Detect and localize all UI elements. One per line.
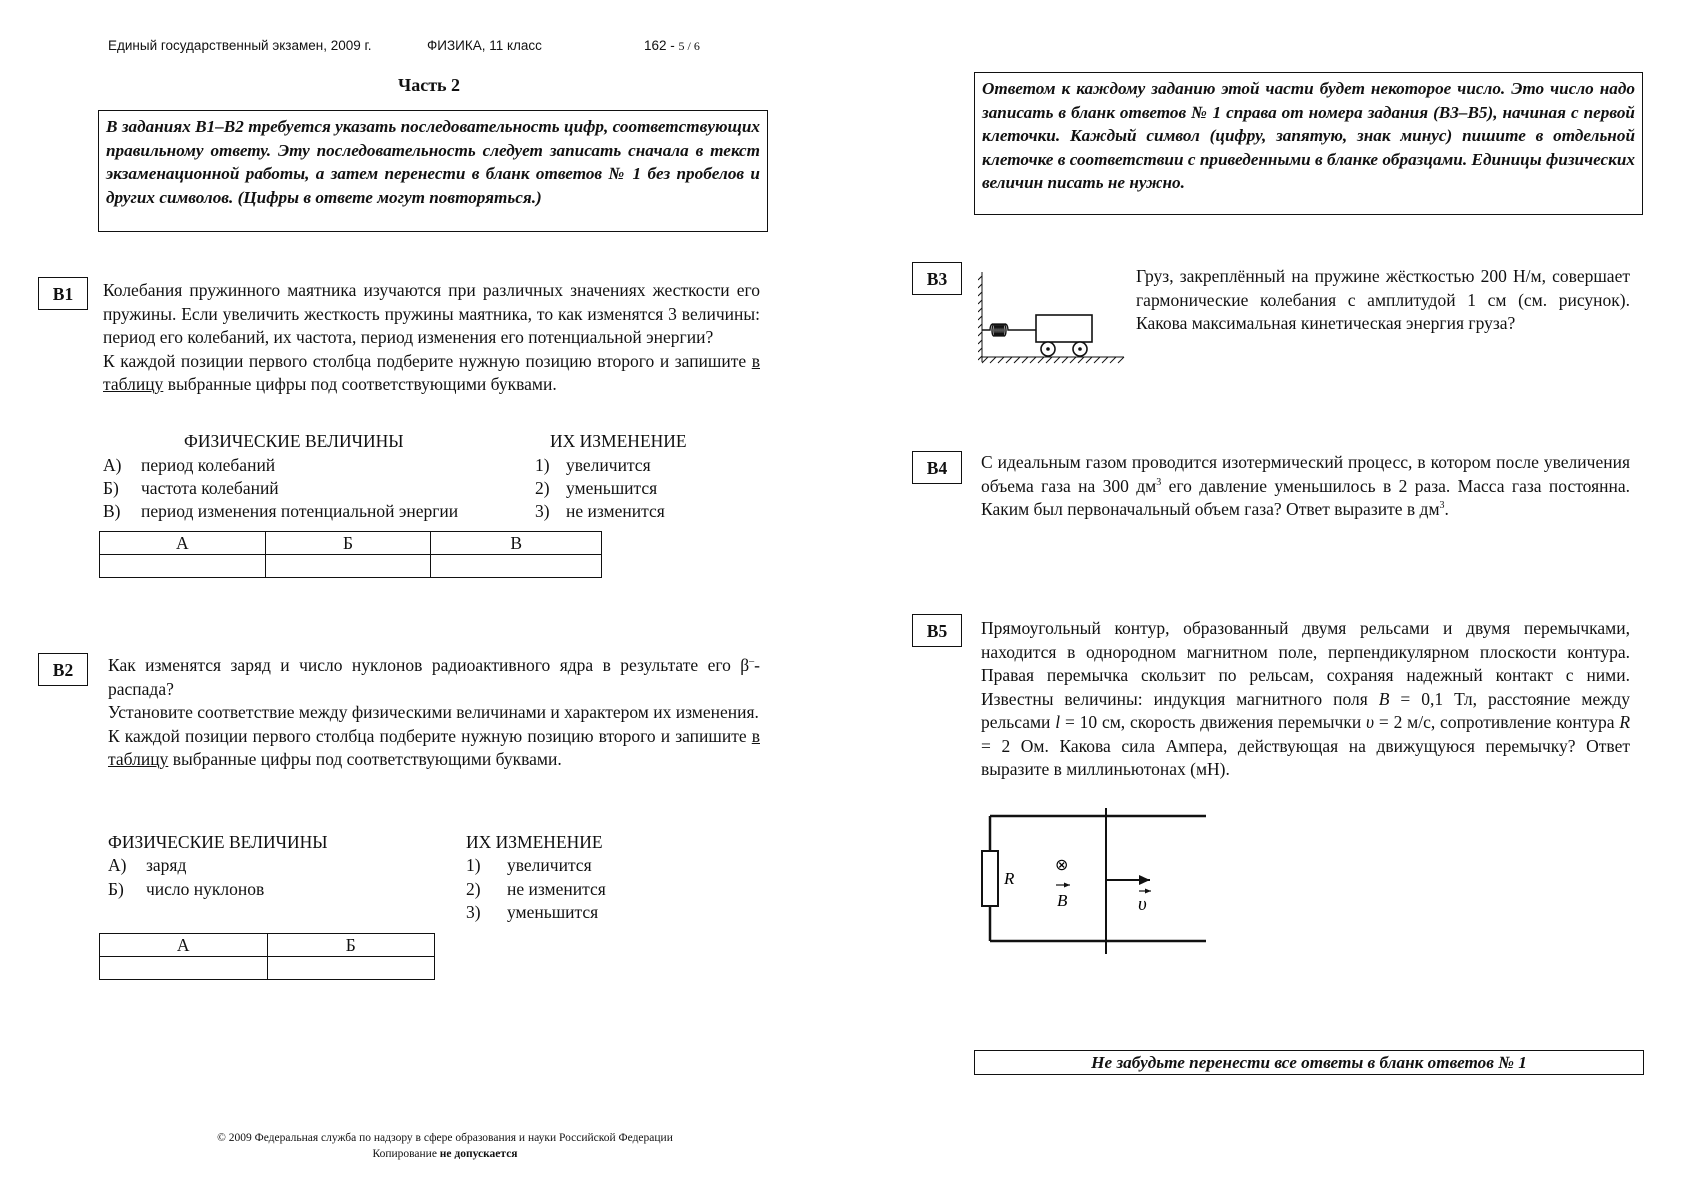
b1-c-text: не изменится — [566, 501, 665, 521]
b2-instr-link: в таблицу — [108, 725, 760, 769]
footer-copyright: © 2009 Федеральная служба по надзору в сфере образования и науки Российской Федерации — [217, 1132, 673, 1144]
b4-text-mid: его давление уменьшилось в 2 раза. Масса газа постоянна. Каким был первоначальный объем газа? Ответ выразите в дм — [981, 475, 1630, 519]
b1-quantity-c — [103, 500, 458, 524]
footer-copy-note — [150, 1148, 740, 1160]
header-page-num: 5 / 6 — [678, 39, 700, 53]
b1-instr-post: выбранные цифры под соответствующими буквами. — [163, 374, 557, 394]
b5-sym: l — [1055, 712, 1061, 732]
b1-q-text: период колебаний — [141, 455, 276, 475]
b2-quantity-a — [108, 854, 186, 878]
b2-change-3 — [466, 901, 598, 925]
b2-change-2 — [466, 878, 606, 902]
task-label-b2: B2 — [38, 653, 88, 686]
b5-sym: R — [1619, 712, 1631, 732]
b1-change-2 — [535, 477, 657, 501]
reminder-banner: Не забудьте перенести все ответы в бланк ответов № 1 — [974, 1050, 1644, 1075]
task-label-b4: B4 — [912, 451, 962, 484]
b1-change-3 — [535, 500, 665, 524]
footer-copy-bold: не допускается — [439, 1148, 518, 1160]
b1-answer-cell[interactable] — [100, 555, 266, 578]
b5-sym: B — [1378, 688, 1390, 709]
b1-q-letter: А) — [103, 455, 122, 475]
task-b4-text — [981, 451, 1630, 522]
b5-text: = 2 м/с, сопротивление контура — [1374, 712, 1620, 732]
b2-c-text: уменьшится — [507, 902, 599, 922]
task-b1-text: Колебания пружинного маятника изучаются при различных значениях жесткости его пружины. Если увеличить жесткость пружины маятника, то как изменятся 3 величины: период его колебаний, их частота, период изменения его потенциальной энергии? — [103, 280, 760, 347]
b1-c-text: уменьшится — [566, 478, 658, 498]
task-b2-text — [108, 654, 760, 701]
b2-quantity-b — [108, 878, 264, 902]
b2-answer-cell[interactable] — [267, 957, 435, 980]
b1-change-1 — [535, 454, 651, 478]
b2-c-num: 3) — [466, 902, 481, 922]
b1-c-text: увеличится — [566, 455, 651, 475]
b2-q-letter: А) — [108, 855, 127, 875]
b1-table-header: А — [100, 532, 266, 555]
velocity-label: υ — [1138, 894, 1147, 915]
b2-c-text: увеличится — [507, 855, 592, 875]
b5-sym: υ — [1366, 712, 1375, 732]
b1-q-text: период изменения потенциальной энергии — [141, 501, 459, 521]
b2-text-sup: – — [749, 656, 755, 668]
b1-table-header: Б — [265, 532, 431, 555]
b1-table-header: В — [431, 532, 602, 555]
b1-c-num: 3) — [535, 501, 550, 521]
b1-q-letter: Б) — [103, 478, 119, 498]
part-title: Часть 2 — [398, 75, 461, 95]
b1-col2-header: ИХ ИЗМЕНЕНИЕ — [550, 431, 687, 451]
b2-q-text: заряд — [146, 855, 187, 875]
task-b2-text2: Установите соответствие между физическими величинами и характером их изменения. — [108, 702, 759, 722]
b2-col2-header: ИХ ИЗМЕНЕНИЕ — [466, 832, 603, 852]
task-b5-text — [981, 617, 1630, 782]
b1-c-num: 1) — [535, 455, 550, 475]
b5-text: Прямоугольный контур, образованный двумя рельсами и двумя перемычками, находится в однородном магнитном поле, перпендикулярном плоскости контура. Правая перемычка скользит по рельсам, сохраняя надежный контакт с ними. Известны величины: индукция магнитного поля — [981, 618, 1630, 709]
b1-instr-pre: К каждой позиции первого столбца подберите нужную позицию второго и запишите — [103, 350, 752, 371]
b2-table-header: Б — [267, 934, 435, 957]
b2-c-num: 2) — [466, 879, 481, 899]
task-label-b5: B5 — [912, 614, 962, 647]
b2-table-header: А — [100, 934, 268, 957]
b1-quantity-a — [103, 454, 275, 478]
task-label-b1: B1 — [38, 277, 88, 310]
b1-answer-cell[interactable] — [431, 555, 602, 578]
resistor-label: R — [1004, 869, 1015, 888]
task-label-b3: B3 — [912, 262, 962, 295]
circuit-figure — [975, 808, 1215, 958]
b4-text-end: . — [1444, 499, 1449, 519]
b2-c-num: 1) — [466, 855, 481, 875]
b2-q-letter: Б) — [108, 879, 124, 899]
b2-q-text: число нуклонов — [146, 879, 265, 899]
b2-instr-post: выбранные цифры под соответствующими буквами. — [168, 749, 562, 769]
task-b1-body — [103, 279, 760, 397]
b2-c-text: не изменится — [507, 879, 606, 899]
b2-col1-header: ФИЗИЧЕСКИЕ ВЕЛИЧИНЫ — [108, 832, 328, 852]
b2-text-post: -распада? — [108, 655, 760, 699]
b5-text: = 10 см, скорость движения перемычки — [1060, 712, 1367, 732]
instruction-b3-b5: Ответом к каждому заданию этой части будет некоторое число. Это число надо записать в бланк ответов № 1 справа от номера задания (В3–В5), начиная с первой клеточки. Каждый символ (цифру, запятую, знак минус) пишите в отдельной клеточке в соответствии с приведенными в бланке образцами. Единицы физических величин писать не нужно. — [974, 72, 1643, 215]
header-subject: ФИЗИКА, 11 класс — [427, 38, 542, 53]
b1-instr-link: в таблицу — [103, 350, 760, 394]
b4-sup: 3 — [1156, 476, 1162, 488]
spring — [982, 324, 1036, 336]
task-b2-body — [108, 654, 760, 772]
spring-pendulum-figure — [978, 270, 1128, 366]
b4-sup: 3 — [1439, 500, 1445, 512]
cart-body — [1036, 315, 1092, 342]
b2-text-pre: Как изменятся заряд и число нуклонов радиоактивного ядра в результате его β — [108, 655, 750, 675]
b1-q-text: частота колебаний — [141, 478, 279, 498]
b2-answer-table — [99, 933, 435, 980]
b5-text: = 2 Ом. Какова сила Ампера, действующая на движущуюся перемычку? Ответ выразите в миллиньютонах (мН). — [981, 735, 1630, 779]
b1-quantity-b — [103, 477, 279, 501]
field-label: B — [1057, 891, 1068, 910]
b1-answer-cell[interactable] — [265, 555, 431, 578]
header-exam: Единый государственный экзамен, 2009 г. — [108, 38, 372, 53]
resistor — [982, 851, 998, 906]
wall-hatch — [978, 272, 982, 362]
task-b3-text: Груз, закреплённый на пружине жёсткостью 200 Н/м, совершает гармонические колебания с амплитудой 1 см (см. рисунок). Какова максимальная кинетическая энергия груза? — [1136, 266, 1630, 333]
header-page-code: 162 - — [644, 38, 675, 53]
b1-col1-header: ФИЗИЧЕСКИЕ ВЕЛИЧИНЫ — [184, 431, 404, 451]
b2-instr-pre: К каждой позиции первого столбца подберите нужную позицию второго и запишите — [108, 725, 752, 746]
b5-text: = 0,1 Тл, расстояние между рельсами — [981, 688, 1630, 732]
b1-c-num: 2) — [535, 478, 550, 498]
task-b2-instruction — [108, 725, 760, 772]
b2-change-1 — [466, 854, 592, 878]
floor-hatch — [982, 357, 1124, 363]
header-page — [644, 38, 700, 54]
footer-copy-pre: Копирование — [372, 1148, 440, 1160]
task-b1-instruction — [103, 350, 760, 397]
b1-answer-table — [99, 531, 602, 578]
b2-answer-cell[interactable] — [100, 957, 268, 980]
b4-text-pre: С идеальным газом проводится изотермический процесс, в котором после увеличения объема газа на 300 дм — [981, 452, 1630, 496]
b1-q-letter: В) — [103, 501, 121, 521]
field-cross-icon: ⊗ — [1055, 855, 1069, 874]
instruction-b1-b2: В заданиях В1–В2 требуется указать последовательность цифр, соответствующих правильному ответу. Эту последовательность следует записать сначала в текст экзаменационной работы, а затем перенести в бланк ответов № 1 без пробелов и других символов. (Цифры в ответе могут повторяться.) — [98, 110, 768, 232]
